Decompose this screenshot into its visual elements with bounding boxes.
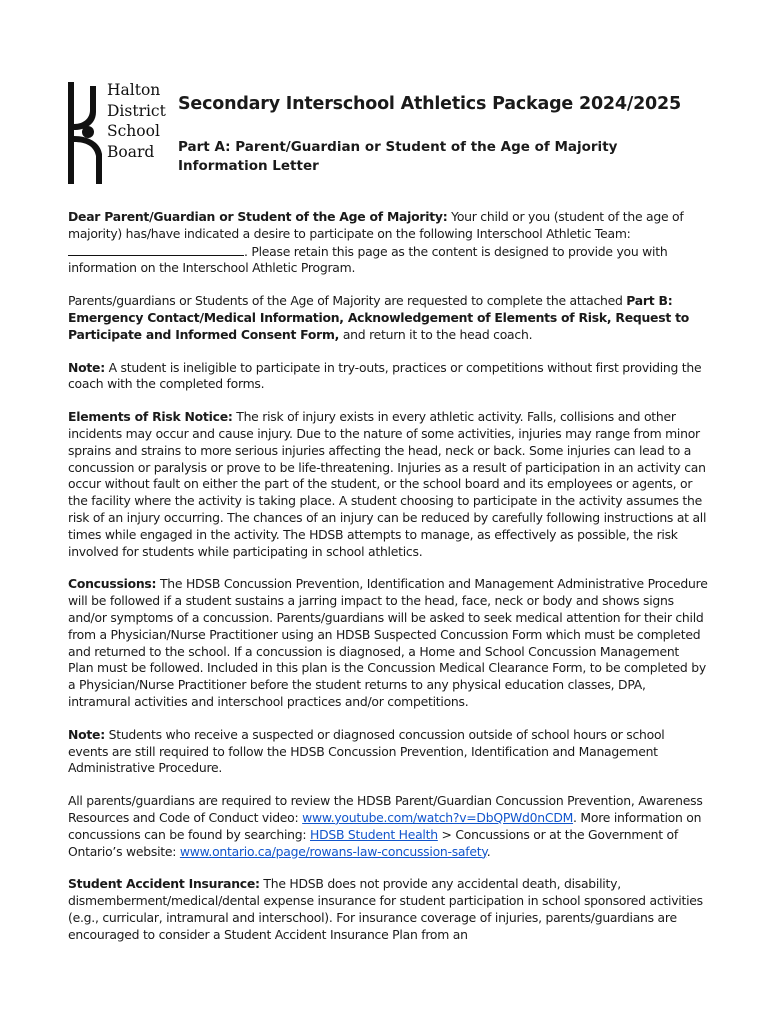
document-subtitle: Part A: Parent/Guardian or Student of the Age of Majority Information Letter <box>178 139 618 174</box>
insurance-paragraph <box>68 876 708 943</box>
resources-text-3: > Concussions or at the Government of Ontario’s website: <box>68 826 678 859</box>
document-title: Secondary Interschool Athletics Package 2024/2025 <box>178 94 681 114</box>
ontario-concussion-link[interactable]: www.ontario.ca/page/rowans-law-concussion-safety <box>179 843 487 859</box>
resources-paragraph <box>68 793 708 860</box>
note-lead: Note: <box>68 359 105 375</box>
youtube-link[interactable]: www.youtube.com/watch?v=DbQPWd0nCDM <box>302 809 574 825</box>
insurance-lead: Student Accident Insurance: <box>68 876 260 892</box>
logo-line: Board <box>107 142 155 161</box>
risk-lead: Elements of Risk Notice: <box>68 409 233 425</box>
hdsb-student-health-link[interactable]: HDSB Student Health <box>310 826 438 842</box>
note-text: A student is ineligible to participate in try-outs, practices or competitions without first providing the coach with the completed forms. <box>68 359 702 392</box>
logo-wordmark <box>107 80 166 162</box>
logo-line: Halton <box>107 81 161 99</box>
concussion-note-lead: Note: <box>68 726 105 742</box>
document-body <box>68 209 708 959</box>
forms-text: Parents/guardians or Students of the Age of Majority are requested to complete the attached <box>68 293 627 309</box>
greeting-lead: Dear Parent/Guardian or Student of the Age of Majority: <box>68 209 448 224</box>
team-name-blank[interactable] <box>68 243 244 256</box>
concussions-text: The HDSB Concussion Prevention, Identification and Management Administrative Procedure will be followed if a student sustains a jarring impact to the head, face, neck or body and shows signs and/or symptoms of a concussion. Parents/guardians will be asked to seek medical attention for their child from a Physician/Nurse Practitioner using an HDSB Suspected Concussion Form which must be completed and returned to the school. If a concussion is diagnosed, a Home and School Concussion Management Plan must be followed. Included in this plan is the Concussion Medical Clearance Form, to be completed by a Physician/Nurse Practitioner before the student returns to any physical education classes, DPA, intramural activities and interschool practices and/or competitions. <box>68 576 708 709</box>
logo-line: School <box>107 122 160 140</box>
insurance-text: The HDSB does not provide any accidental death, disability, dismemberment/medical/dental expense insurance for student participation in school sponsored activities (e.g., curricular, intramural and interschool). For insurance coverage of injuries, parents/guardians are encouraged to consider a Student Accident Insurance Plan from an <box>68 876 703 942</box>
concussion-note-text: Students who receive a suspected or diagnosed concussion outside of school hours or school events are still required to follow the HDSB Concussion Prevention, Identification and Management Administrative Procedure. <box>68 726 665 776</box>
greeting-text: Your child or you (student of the age of majority) has/have indicated a desire to participate on the following Interschool Athletic Team: <box>68 209 684 241</box>
forms-bold: Part B: Emergency Contact/Medical Information, Acknowledgement of Elements of Risk, Request to Participate and Informed Consent Form, <box>68 293 690 342</box>
greeting-text-2: . Please retain this page as the content is designed to provide you with information on the Interschool Athletic Program. <box>68 243 668 276</box>
resources-text: All parents/guardians are required to review the HDSB Parent/Guardian Concussion Prevention, Awareness Resources and Code of Conduct video: <box>68 793 703 825</box>
forms-paragraph <box>68 293 708 343</box>
note-paragraph <box>68 360 708 394</box>
hdsb-logo <box>66 80 176 186</box>
concussion-note-paragraph <box>68 727 708 777</box>
concussions-lead: Concussions: <box>68 576 157 592</box>
resources-text-4: . <box>486 843 491 859</box>
hdsb-logo-mark <box>66 80 106 186</box>
forms-text-2: and return it to the head coach. <box>339 326 533 342</box>
greeting-paragraph <box>68 209 708 277</box>
concussions-paragraph <box>68 576 708 710</box>
logo-line: District <box>107 101 166 120</box>
resources-text-2: . More information on concussions can be found by searching: <box>68 809 702 842</box>
risk-paragraph <box>68 409 708 560</box>
risk-text: The risk of injury exists in every athletic activity. Falls, collisions and other incidents may occur and cause injury. Due to the nature of some activities, injuries may range from minor sprains and strains to more serious injuries affecting the head, neck or back. Some injuries can lead to a concussion or paralysis or prove to be life-threatening. Injuries as a result of participation in an activity can occur without fault on either the part of the student, or the school board and its employees or agents, or the facility where the activity is taking place. A student choosing to participate in the activity assumes the risk of an injury occurring. The chances of an injury can be reduced by carefully following instructions at all times while engaged in the activity. The HDSB attempts to manage, as effectively as possible, the risk involved for students while participating in school athletics. <box>68 409 707 559</box>
